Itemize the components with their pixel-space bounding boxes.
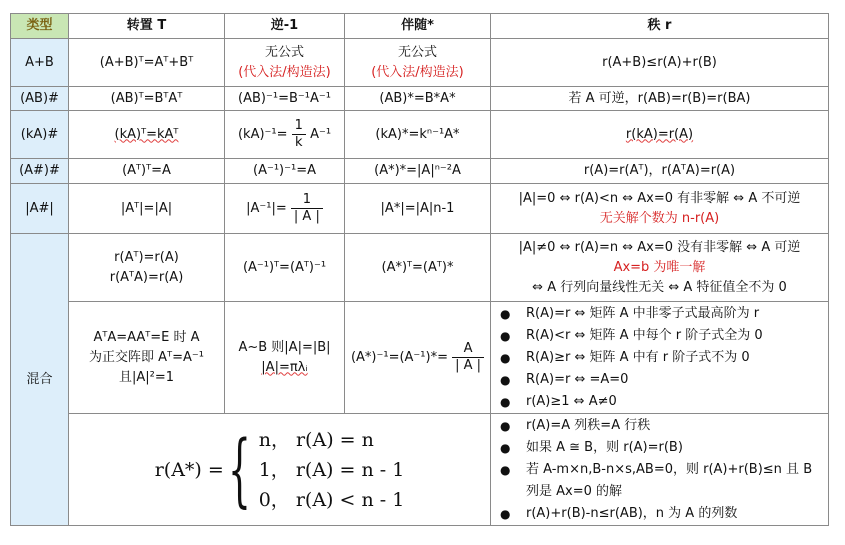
det-transpose: |Aᵀ|=|A|	[69, 184, 225, 234]
mixed2-transpose-line3: 且|A|²=1	[118, 369, 175, 385]
row-det	[11, 184, 829, 234]
row-mixed-3	[11, 414, 829, 526]
list-item-text: R(A)≥r ⇔ 矩阵 A 中有 r 阶子式不为 0	[526, 349, 750, 365]
mixed1-rank-line1: |A|≠0 ⇔ r(A)=n ⇔ Ax=0 没有非零解 ⇔ A 可逆	[518, 239, 801, 255]
mixed2-adjoint-fraction	[452, 341, 484, 374]
list-item	[494, 391, 825, 413]
det-inverse-lhs: |A⁻¹|=	[246, 201, 287, 216]
adjoint-rank-lhs: r(A*) =	[154, 458, 224, 481]
mixed2-rank-list	[494, 303, 825, 413]
scalar-inverse-rhs: A⁻¹	[310, 127, 332, 142]
mixed3-formula	[69, 414, 491, 526]
mixed2-adjoint-lhs: (A*)⁻¹=(A⁻¹)*=	[350, 350, 448, 365]
mixed1-rank	[491, 234, 829, 302]
list-item-text: R(A)<r ⇔ 矩阵 A 中每个 r 阶子式全为 0	[526, 327, 763, 343]
mixed2-inverse-line2-text: |A|=πλᵢ	[261, 359, 308, 375]
list-item	[494, 325, 825, 347]
mixed2-transpose-line2: 为正交阵即 Aᵀ=A⁻¹	[89, 349, 204, 365]
header-adjoint: 伴随*	[345, 14, 491, 39]
scalar-adjoint: (kA)*=kⁿ⁻¹A*	[345, 111, 491, 159]
bullet-icon: ●	[500, 418, 511, 433]
scalar-transpose	[69, 111, 225, 159]
det-rank-line1: |A|=0 ⇔ r(A)<n ⇔ Ax=0 有非零解 ⇔ A 不可逆	[518, 190, 801, 206]
row-double	[11, 159, 829, 184]
adjoint-rank-cases	[259, 425, 405, 515]
bullet-icon: ●	[500, 350, 511, 365]
bullet-icon: ●	[500, 440, 511, 455]
list-item-text: r(A)+r(B)-n≤r(AB)，n 为 A 的列数	[526, 505, 738, 521]
type-det: |A#|	[11, 184, 69, 234]
mixed2-inverse	[225, 302, 345, 414]
sum-transpose: (A+B)ᵀ=Aᵀ+Bᵀ	[69, 39, 225, 87]
mixed2-adjoint-den: | A |	[455, 358, 482, 373]
sum-rank: r(A+B)≤r(A)+r(B)	[491, 39, 829, 87]
mixed2-adjoint-num: A	[452, 341, 484, 358]
scalar-inverse-num: 1	[292, 118, 306, 135]
product-adjoint: (AB)*=B*A*	[345, 87, 491, 111]
product-rank: 若 A 可逆，r(AB)=r(B)=r(BA)	[491, 87, 829, 111]
mixed1-transpose-line2: r(AᵀA)=r(A)	[109, 269, 184, 285]
case-0: 0， r(A) < n - 1	[258, 488, 405, 511]
mixed3-rank	[491, 414, 829, 526]
formula-table-wrapper	[10, 13, 829, 526]
row-mixed-1	[11, 234, 829, 302]
list-item-text: R(A)=r ⇔ =A=0	[526, 371, 629, 387]
sum-adjoint-line1: 无公式	[397, 44, 437, 60]
case-1: 1， r(A) = n - 1	[258, 458, 405, 481]
scalar-inverse-den: k	[295, 135, 303, 150]
mixed1-rank-line3: ⇔ A 行列向量线性无关 ⇔ A 特征值全不为 0	[532, 279, 787, 295]
scalar-inverse	[225, 111, 345, 159]
type-sum: A+B	[11, 39, 69, 87]
header-inverse: 逆-1	[225, 14, 345, 39]
bullet-icon: ●	[500, 328, 511, 343]
mixed2-inverse-line2	[228, 358, 341, 378]
sum-adjoint-line2: (代入法/构造法)	[371, 64, 464, 80]
list-item-text: r(A)=A 列秩=A 行秩	[526, 417, 651, 433]
header-rank: 秩 r	[491, 14, 829, 39]
sum-inverse-line2: (代入法/构造法)	[238, 64, 331, 80]
det-adjoint: |A*|=|A|n-1	[345, 184, 491, 234]
type-double: (A#)#	[11, 159, 69, 184]
list-item-text: r(A)≥1 ⇔ A≠0	[526, 393, 617, 409]
list-item	[494, 303, 825, 325]
mixed1-transpose-line1: r(Aᵀ)=r(A)	[114, 249, 179, 265]
bullet-icon: ●	[500, 462, 511, 477]
list-item	[494, 503, 825, 525]
product-transpose: (AB)ᵀ=BᵀAᵀ	[69, 87, 225, 111]
det-inverse-fraction	[291, 192, 323, 225]
header-row	[11, 14, 829, 39]
double-transpose: (Aᵀ)ᵀ=A	[69, 159, 225, 184]
list-item-text: 如果 A ≅ B，则 r(A)=r(B)	[526, 439, 683, 455]
scalar-inverse-lhs: (kA)⁻¹=	[237, 127, 288, 142]
bullet-icon: ●	[500, 306, 511, 321]
det-inverse-num: 1	[291, 192, 323, 209]
det-inverse	[225, 184, 345, 234]
mixed2-transpose	[69, 302, 225, 414]
sum-inverse	[225, 39, 345, 87]
header-type: 类型	[11, 14, 69, 39]
case-n: n， r(A) = n	[258, 428, 374, 451]
mixed1-rank-line2: Ax=b 为唯一解	[613, 259, 706, 275]
sum-adjoint	[345, 39, 491, 87]
scalar-rank-text: r(kA)=r(A)	[625, 126, 694, 142]
list-item-text: R(A)=r ⇔ 矩阵 A 中非零子式最高阶为 r	[526, 305, 760, 321]
mixed1-inverse: (A⁻¹)ᵀ=(Aᵀ)⁻¹	[225, 234, 345, 302]
double-rank: r(A)=r(Aᵀ)，r(AᵀA)=r(A)	[491, 159, 829, 184]
det-inverse-den: | A |	[293, 209, 320, 224]
list-item-text: 若 A-m×n,B-n×s,AB=0，则 r(A)+r(B)≤n 且 B 列是 Ax=0 的解	[526, 461, 813, 499]
mixed1-transpose	[69, 234, 225, 302]
row-sum	[11, 39, 829, 87]
det-rank	[491, 184, 829, 234]
product-inverse: (AB)⁻¹=B⁻¹A⁻¹	[225, 87, 345, 111]
sum-inverse-line1: 无公式	[264, 44, 304, 60]
list-item	[494, 347, 825, 369]
mixed2-adjoint	[345, 302, 491, 414]
row-product	[11, 87, 829, 111]
mixed2-rank	[491, 302, 829, 414]
bullet-icon: ●	[500, 394, 511, 409]
type-product: (AB)#	[11, 87, 69, 111]
mixed2-inverse-line1: A~B 则|A|=|B|	[238, 339, 331, 355]
mixed3-rank-list	[494, 415, 825, 525]
row-mixed-2	[11, 302, 829, 414]
scalar-transpose-text: (kA)ᵀ=kAᵀ	[114, 126, 179, 142]
list-item	[494, 437, 825, 459]
bullet-icon: ●	[500, 372, 511, 387]
bullet-icon: ●	[500, 506, 511, 521]
list-item	[494, 369, 825, 391]
matrix-formula-table	[10, 13, 829, 526]
list-item	[494, 415, 825, 437]
scalar-inverse-fraction	[292, 118, 306, 151]
mixed1-adjoint: (A*)ᵀ=(Aᵀ)*	[345, 234, 491, 302]
scalar-rank	[491, 111, 829, 159]
adjoint-rank-formula	[154, 422, 405, 516]
mixed2-transpose-line1: AᵀA=AAᵀ=E 时 A	[93, 329, 200, 345]
header-transpose: 转置 T	[69, 14, 225, 39]
type-scalar: (kA)#	[11, 111, 69, 159]
row-scalar	[11, 111, 829, 159]
type-mixed: 混合	[11, 234, 69, 526]
double-inverse: (A⁻¹)⁻¹=A	[225, 159, 345, 184]
left-brace-icon: {	[227, 422, 251, 516]
list-item	[494, 459, 825, 503]
det-rank-line2: 无关解个数为 n-r(A)	[599, 210, 720, 226]
double-adjoint: (A*)*=|A|ⁿ⁻²A	[345, 159, 491, 184]
